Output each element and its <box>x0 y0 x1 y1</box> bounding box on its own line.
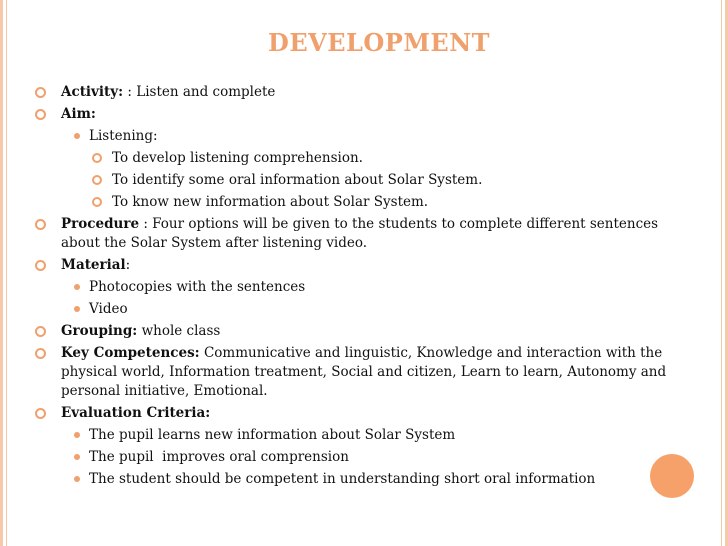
aim-sub3-text: To know new information about Solar System. <box>112 194 429 210</box>
ring-bullet-icon <box>35 326 46 337</box>
bullet-eval-sub3 <box>28 470 693 489</box>
eval-sub2-text: The pupil improves oral comprension <box>89 449 349 465</box>
orange-circle-decoration <box>650 454 694 498</box>
bullet-aim-sub3 <box>28 193 693 212</box>
bullet-listening <box>28 127 693 146</box>
key-competences-label: Key Competences: <box>61 345 200 361</box>
aim-sub2-text: To identify some oral information about Solar System. <box>112 172 483 188</box>
bullet-aim-sub2 <box>28 171 693 190</box>
bullet-aim <box>28 105 693 124</box>
bullet-material-sub1 <box>28 278 693 297</box>
ring-bullet-icon <box>92 175 102 185</box>
eval-sub1-text: The pupil learns new information about Solar System <box>89 427 456 443</box>
procedure-text: : Four options will be given to the students to complete different sentences about the Solar System after listening video. <box>61 216 659 251</box>
evaluation-label: Evaluation Criteria: <box>61 405 211 421</box>
aim-sub1-text: To develop listening comprehension. <box>112 150 363 166</box>
bullet-eval-sub1 <box>28 426 693 445</box>
bullet-material-sub2 <box>28 300 693 319</box>
grouping-label: Grouping: <box>61 323 138 339</box>
bullet-grouping <box>28 322 693 341</box>
dot-bullet-icon <box>74 306 80 312</box>
slide-border-left <box>0 0 20 546</box>
key-competences-text: Communicative and linguistic, Knowledge and interaction with the physical world, Information treatment, Social and citizen, Learn to learn, Autonomy and personal initiative, Emotional. <box>61 345 667 399</box>
bullet-evaluation <box>28 404 693 423</box>
ring-bullet-icon <box>35 260 46 271</box>
ring-bullet-icon <box>35 87 46 98</box>
ring-bullet-icon <box>35 219 46 230</box>
material-label: Material <box>61 257 126 273</box>
aim-label: Aim: <box>61 106 96 122</box>
material-sub1-text: Photocopies with the sentences <box>89 279 306 295</box>
bullet-eval-sub2 <box>28 448 693 467</box>
ring-bullet-icon <box>35 408 46 419</box>
bullet-activity <box>28 83 693 102</box>
procedure-label: Procedure <box>61 216 140 232</box>
dot-bullet-icon <box>74 284 80 290</box>
eval-sub3-text: The student should be competent in understanding short oral information <box>89 471 596 487</box>
ring-bullet-icon <box>92 153 102 163</box>
bullet-procedure <box>28 215 693 253</box>
grouping-text: whole class <box>137 323 221 339</box>
dot-bullet-icon <box>74 432 80 438</box>
dot-bullet-icon <box>74 133 80 139</box>
ring-bullet-icon <box>35 109 46 120</box>
ring-bullet-icon <box>35 348 46 359</box>
bullet-aim-sub1 <box>28 149 693 168</box>
listening-text: Listening: <box>89 128 158 144</box>
dot-bullet-icon <box>74 454 80 460</box>
slide-border-right <box>708 0 728 546</box>
bullet-key-competences <box>28 344 693 401</box>
material-sub2-text: Video <box>89 301 128 317</box>
dot-bullet-icon <box>74 476 80 482</box>
slide-title: DEVELOPMENT <box>268 28 491 57</box>
material-colon: : <box>125 257 131 273</box>
ring-bullet-icon <box>92 197 102 207</box>
slide-content <box>28 83 693 492</box>
activity-text: : Listen and complete <box>123 84 276 100</box>
bullet-material <box>28 256 693 275</box>
activity-label: Activity: <box>61 84 124 100</box>
